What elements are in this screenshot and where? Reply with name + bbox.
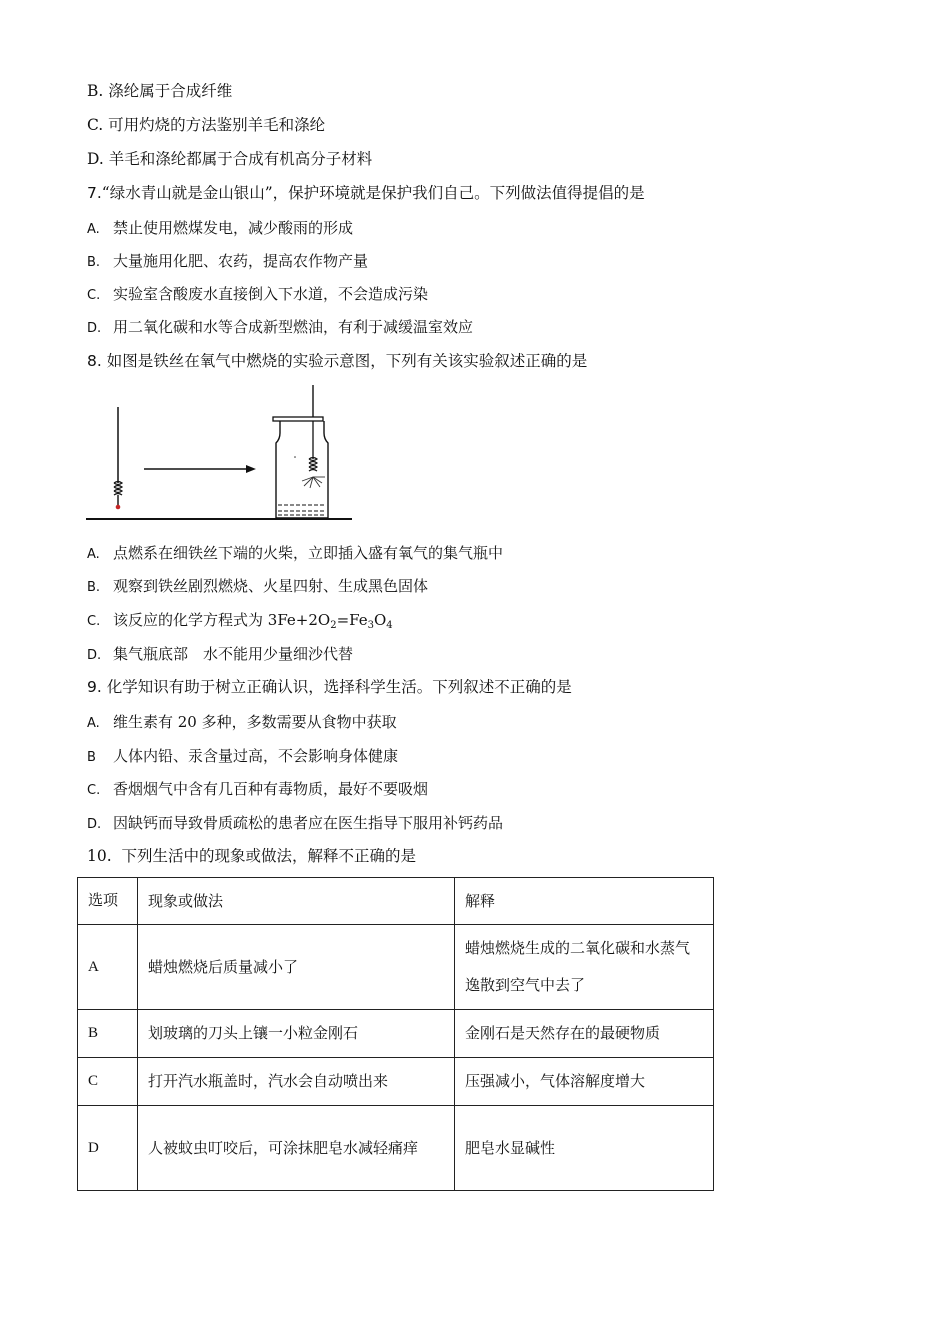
table-row [78, 1010, 714, 1058]
table-row [78, 925, 714, 1010]
row-phenomenon: 蜡烛燃烧后质量减小了 [138, 925, 455, 1010]
row-phenomenon: 划玻璃的刀头上镶一小粒金刚石 [138, 1010, 455, 1058]
q9-option-d: D. 因缺钙而导致骨质疏松的患者应在医生指导下服用补钙药品 [87, 814, 504, 832]
q9-stem: 9. 化学知识有助于树立正确认识，选择科学生活。下列叙述不正确的是 [87, 678, 572, 696]
table-header-row [78, 878, 714, 925]
table-row [78, 1106, 714, 1191]
q8-option-b: B. 观察到铁丝剧烈燃烧、火星四射、生成黑色固体 [87, 577, 429, 595]
q9-option-c: C. 香烟烟气中含有几百种有毒物质，最好不要吸烟 [87, 780, 429, 798]
q7-option-d: D. 用二氧化碳和水等合成新型燃油，有利于减缓温室效应 [87, 318, 474, 336]
row-phenomenon: 打开汽水瓶盖时，汽水会自动喷出来 [138, 1058, 455, 1106]
q6-option-c: C. 可用灼烧的方法鉴别羊毛和涤纶 [87, 116, 326, 134]
q9-option-b: B 人体内铅、汞含量过高，不会影响身体健康 [87, 747, 399, 765]
row-explanation: 肥皂水显碱性 [455, 1106, 714, 1191]
q7-stem: 7.“绿水青山就是金山银山”，保护环境就是保护我们自己。下列做法值得提倡的是 [87, 184, 645, 202]
q8-option-a: A. 点燃系在细铁丝下端的火柴，立即插入盛有氧气的集气瓶中 [87, 544, 504, 562]
table-row [78, 1058, 714, 1106]
q9-option-a: A. 维生素有 20 多种，多数需要从食物中获取 [87, 713, 397, 731]
spark-dot [294, 456, 296, 458]
row-label: A [78, 925, 138, 1010]
row-label: C [78, 1058, 138, 1106]
header-phenomenon: 现象或做法 [138, 878, 455, 925]
q6-option-b: B. 涤纶属于合成纤维 [87, 82, 233, 100]
q8-stem: 8. 如图是铁丝在氧气中燃烧的实验示意图，下列有关该实验叙述正确的是 [87, 352, 588, 370]
q8-option-d: D. 集气瓶底部 水不能用少量细沙代替 [87, 645, 354, 663]
header-option: 选项 [78, 878, 138, 925]
q7-option-b: B. 大量施用化肥、农药，提高农作物产量 [87, 252, 369, 270]
q10-stem: 10. 下列生活中的现象或做法，解释不正确的是 [87, 847, 417, 865]
jar-body [276, 421, 328, 518]
q7-option-c: C. 实验室含酸废水直接倒入下水道，不会造成污染 [87, 285, 429, 303]
wire-coil-jar [309, 458, 317, 472]
match-head [116, 505, 121, 510]
arrow-head [246, 465, 256, 473]
jar-lid [273, 417, 323, 421]
row-explanation: 金刚石是天然存在的最硬物质 [455, 1010, 714, 1058]
row-label: B [78, 1010, 138, 1058]
row-phenomenon: 人被蚊虫叮咬后，可涂抹肥皂水减轻痛痒 [138, 1106, 455, 1191]
q10-table [77, 877, 714, 1191]
q6-option-d: D. 羊毛和涤纶都属于合成有机高分子材料 [87, 150, 373, 168]
q7-option-a: A. 禁止使用燃煤发电，减少酸雨的形成 [87, 219, 354, 237]
wire-coil-left [114, 482, 122, 496]
row-explanation: 蜡烛燃烧生成的二氧化碳和水蒸气逸散到空气中去了 [455, 925, 714, 1010]
row-explanation: 压强减小，气体溶解度增大 [455, 1058, 714, 1106]
row-label: D [78, 1106, 138, 1191]
q8-option-c: C. 该反应的化学方程式为 $3Fe+2O_2=Fe_3O_4$ [87, 611, 393, 631]
header-explanation: 解释 [455, 878, 714, 925]
iron-wire-combustion-diagram [80, 385, 360, 525]
sparks [302, 477, 325, 488]
